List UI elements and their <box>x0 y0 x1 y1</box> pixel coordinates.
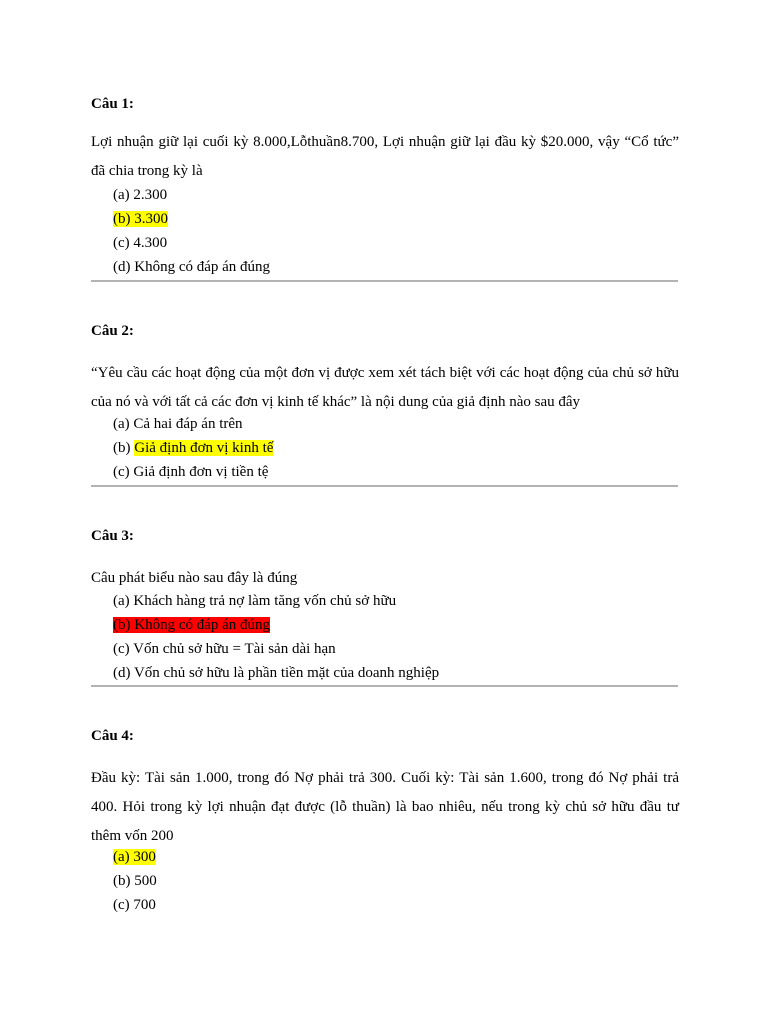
option-label-highlighted: (a) 300 <box>113 849 156 865</box>
question-1-option-c <box>91 231 679 255</box>
question-3-title: Câu 3: <box>91 528 134 544</box>
question-3-option-d <box>91 661 679 685</box>
question-4-options <box>91 845 679 917</box>
option-label: (d) Không có đáp án đúng <box>113 259 271 275</box>
question-1-text: Lợi nhuận giữ lại cuối kỳ 8.000,Lỗthuần8.700, Lợi nhuận giữ lại đầu kỳ $20.000, vậy “Cổ tức” đã chia trong kỳ là <box>91 134 679 179</box>
question-4-option-a <box>91 845 679 869</box>
option-label: (c) 700 <box>113 897 156 913</box>
question-2-options <box>91 412 679 484</box>
question-3-option-a <box>91 589 679 613</box>
option-label: (a) Khách hàng trả nợ làm tăng vốn chủ sở hữu <box>113 593 397 609</box>
question-2-title: Câu 2: <box>91 323 134 339</box>
question-divider <box>91 685 678 687</box>
option-label: (d) Vốn chủ sở hữu là phần tiền mặt của doanh nghiệp <box>113 665 440 681</box>
question-1-option-a <box>91 183 679 207</box>
option-label: (a) 2.300 <box>113 187 168 203</box>
question-2 <box>91 322 679 484</box>
option-label: (c) 4.300 <box>113 235 168 251</box>
question-2-option-b <box>91 436 679 460</box>
option-label-highlighted: (b) 3.300 <box>113 211 168 227</box>
question-1 <box>91 95 679 279</box>
question-divider <box>91 485 678 487</box>
question-divider <box>91 280 678 282</box>
question-3-option-b <box>91 613 679 637</box>
question-1-options <box>91 183 679 279</box>
question-1-option-d <box>91 255 679 279</box>
question-4-option-b <box>91 869 679 893</box>
option-label: (b) 500 <box>113 873 157 889</box>
option-label: (c) Giả định đơn vị tiền tệ <box>113 464 269 480</box>
question-3-options <box>91 589 679 685</box>
option-label-highlighted: Giả định đơn vị kinh tế <box>134 440 274 456</box>
question-3-option-c <box>91 637 679 661</box>
question-4-option-c <box>91 893 679 917</box>
question-4-title: Câu 4: <box>91 728 134 744</box>
option-label-highlighted: (b) Không có đáp án đúng <box>113 617 271 633</box>
question-1-title: Câu 1: <box>91 96 134 112</box>
question-3 <box>91 527 679 685</box>
option-label: (a) Cả hai đáp án trên <box>113 416 243 432</box>
question-1-option-b <box>91 207 679 231</box>
question-4 <box>91 727 679 917</box>
option-label: (c) Vốn chủ sở hữu = Tài sản dài hạn <box>113 641 336 657</box>
question-2-option-c <box>91 460 679 484</box>
question-2-text: “Yêu cầu các hoạt động của một đơn vị được xem xét tách biệt với các hoạt động của chủ sở hữu của nó và với tất cả các đơn vị kinh tế khác” là nội dung của giả định nào sau đây <box>91 365 679 410</box>
option-prefix: (b) <box>113 440 135 456</box>
question-3-text: Câu phát biểu nào sau đây là đúng <box>91 570 298 586</box>
question-4-text: Đầu kỳ: Tài sản 1.000, trong đó Nợ phải trả 300. Cuối kỳ: Tài sản 1.600, trong đó Nợ phải trả 400. Hỏi trong kỳ lợi nhuận đạt được (lỗ thuần) là bao nhiêu, nếu trong kỳ chủ sở hữu đầu tư thêm vốn 200 <box>91 770 679 844</box>
